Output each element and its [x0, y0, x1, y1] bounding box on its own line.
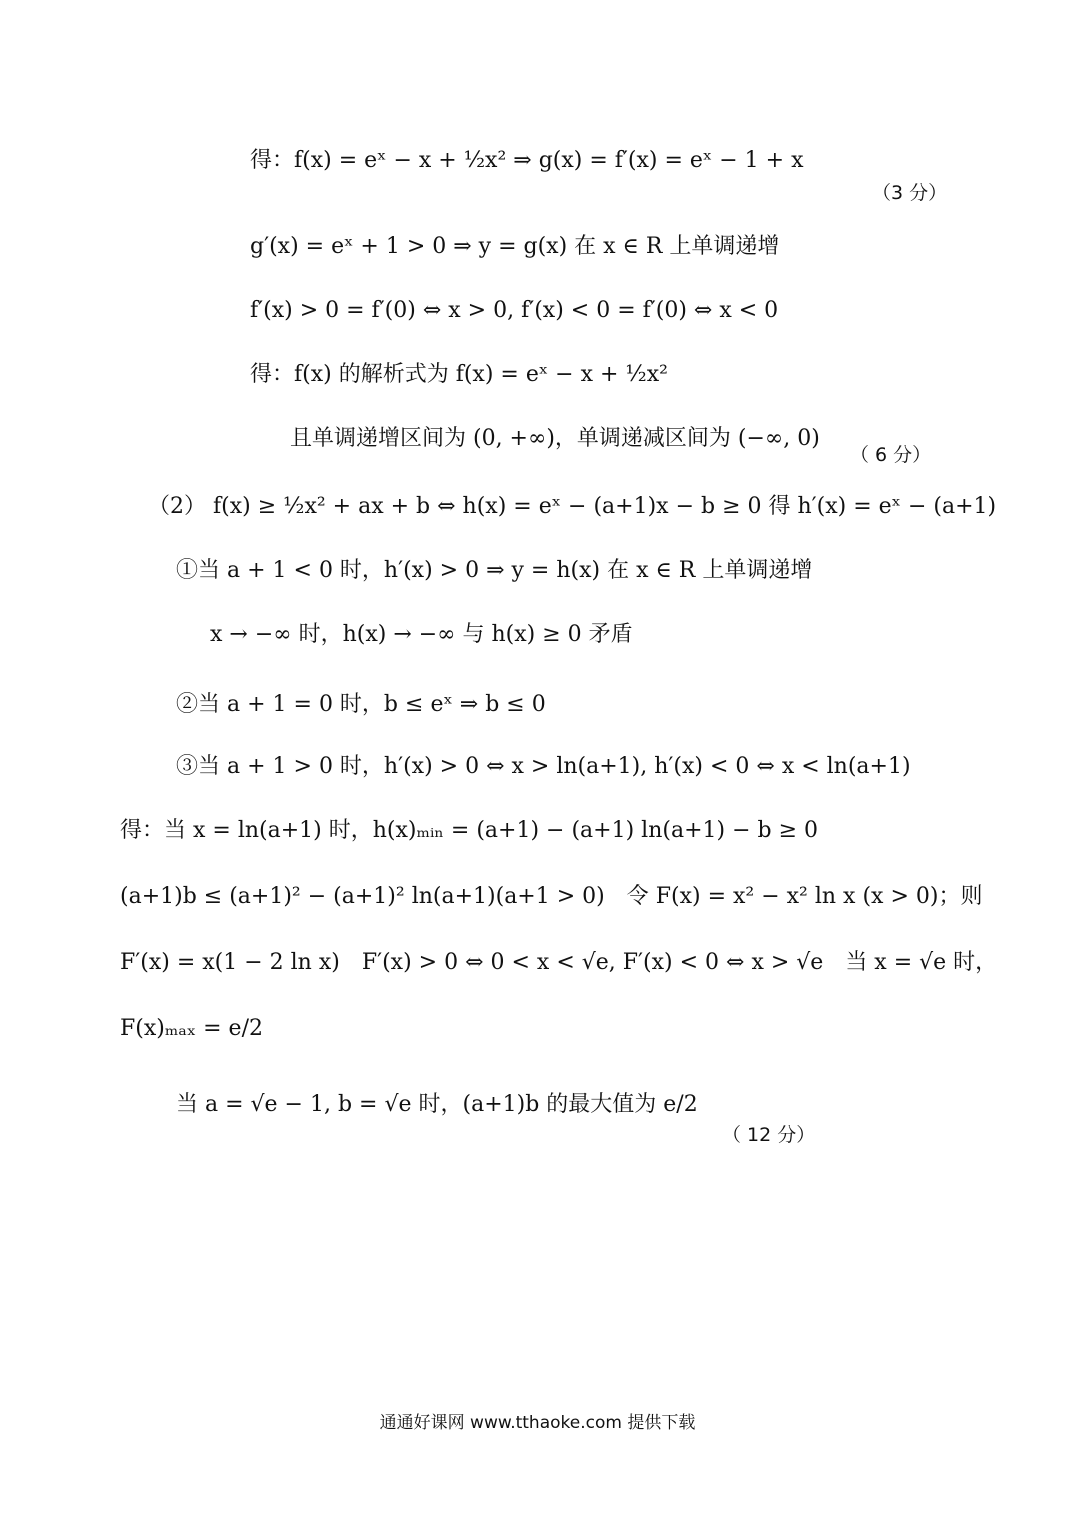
score-6: （ 6 分） — [850, 444, 932, 466]
part1-line1: 得：f(x) = eˣ − x + ½x² ⇒ g(x) = f′(x) = eˣ − 1 + x — [250, 148, 804, 173]
score-12: （ 12 分） — [722, 1124, 816, 1146]
case2-line: ②当 a + 1 = 0 时，b ≤ eˣ ⇒ b ≤ 0 — [176, 692, 546, 717]
part2-line3: (a+1)b ≤ (a+1)² − (a+1)² ln(a+1)(a+1 > 0) 令 F(x) = x² − x² ln x (x > 0)；则 — [120, 884, 983, 909]
part1-line3: f′(x) > 0 = f′(0) ⇔ x > 0, f′(x) < 0 = f′(0) ⇔ x < 0 — [250, 298, 779, 323]
part2-line4: F′(x) = x(1 − 2 ln x) F′(x) > 0 ⇔ 0 < x < √e, F′(x) < 0 ⇔ x > √e 当 x = √e 时， — [120, 950, 998, 975]
case3-line: ③当 a + 1 > 0 时，h′(x) > 0 ⇔ x > ln(a+1), h′(x) < 0 ⇔ x < ln(a+1) — [176, 754, 911, 779]
page-footer: 通通好课网 www.tthaoke.com 提供下载 — [379, 1413, 696, 1433]
part2-line2: 得：当 x = ln(a+1) 时，h(x)ₘᵢₙ = (a+1) − (a+1) ln(a+1) − b ≥ 0 — [120, 818, 819, 843]
part2-line1: （2） f(x) ≥ ½x² + ax + b ⇔ h(x) = eˣ − (a+1)x − b ≥ 0 得 h′(x) = eˣ − (a+1) — [148, 494, 997, 519]
part1-line4: 得：f(x) 的解析式为 f(x) = eˣ − x + ½x² — [250, 362, 668, 387]
part1-line5: 且单调递增区间为 (0, +∞)，单调递减区间为 (−∞, 0) — [290, 426, 820, 451]
part1-line2: g′(x) = eˣ + 1 > 0 ⇒ y = g(x) 在 x ∈ R 上单调递增 — [250, 234, 780, 259]
part2-line5: F(x)ₘₐₓ = e/2 — [120, 1016, 263, 1041]
case1-line1: ①当 a + 1 < 0 时，h′(x) > 0 ⇒ y = h(x) 在 x ∈ R 上单调递增 — [176, 558, 813, 583]
part2-line6: 当 a = √e − 1, b = √e 时，(a+1)b 的最大值为 e/2 — [176, 1092, 698, 1117]
case1-line2: x → −∞ 时，h(x) → −∞ 与 h(x) ≥ 0 矛盾 — [210, 622, 633, 647]
score-3: （3 分） — [872, 182, 948, 204]
